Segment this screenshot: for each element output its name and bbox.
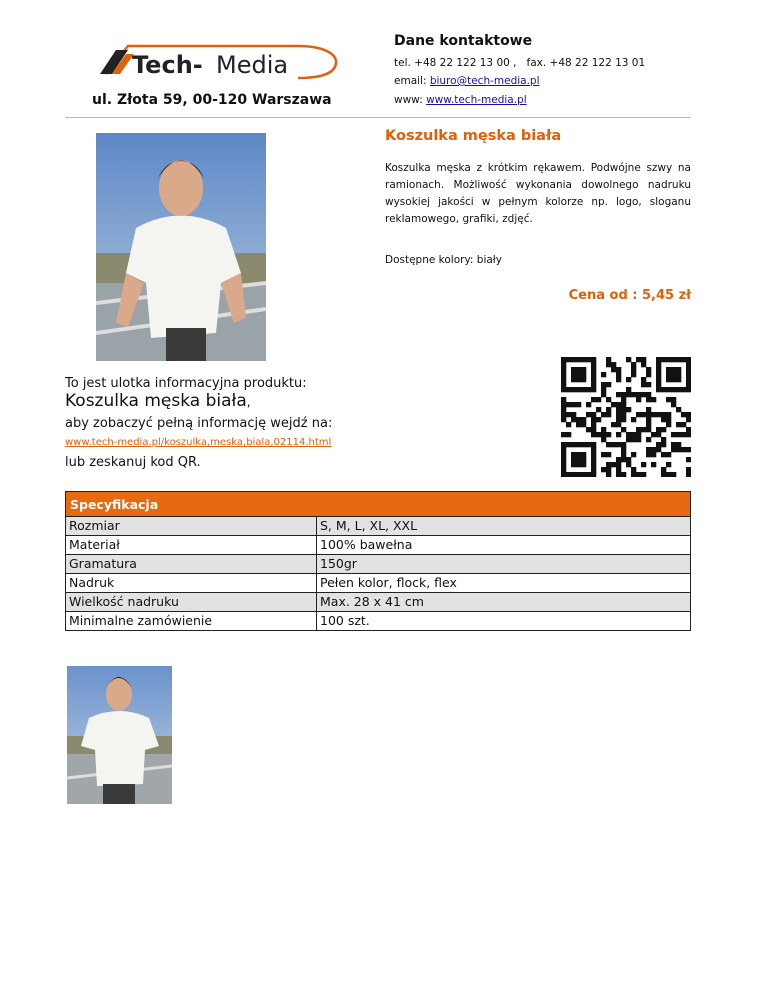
spec-value: 100% bawełna xyxy=(317,536,691,555)
contact-heading: Dane kontaktowe xyxy=(394,33,533,49)
product-photo-thumbnail[interactable] xyxy=(67,666,172,804)
website-link[interactable]: www.tech-media.pl xyxy=(426,94,527,106)
product-photo-main xyxy=(96,133,266,361)
flyer-product-name-text: Koszulka męska biała xyxy=(65,391,247,411)
product-title: Koszulka męska biała xyxy=(385,128,562,144)
table-row xyxy=(66,593,691,612)
table-row xyxy=(66,612,691,631)
flyer-scan-qr: lub zeskanuj kod QR. xyxy=(65,455,201,470)
email-link[interactable]: biuro@tech-media.pl xyxy=(429,75,540,87)
spec-value: 100 szt. xyxy=(317,612,691,631)
phone-number: tel. +48 22 122 13 00 , xyxy=(394,57,517,69)
flyer-see-more: aby zobaczyć pełną informację wejdź na: xyxy=(65,416,333,431)
phone-fax-line xyxy=(394,57,645,69)
product-description: Koszulka męska z krótkim rękawem. Podwójne szwy na ramionach. Możliwość wykonania dowolnego nadruku wysokiej jakości w pełnym kolorze np. logo, sloganu reklamowego, grafiki, zdjęć. xyxy=(385,162,691,225)
table-row xyxy=(66,555,691,574)
table-row xyxy=(66,536,691,555)
spec-key: Minimalne zamówienie xyxy=(66,612,317,631)
spec-key: Gramatura xyxy=(66,555,317,574)
qr-code[interactable] xyxy=(561,357,691,477)
company-logo xyxy=(98,38,338,84)
flyer-intro: To jest ulotka informacyjna produktu: xyxy=(65,376,307,391)
flyer-product-name-comma: , xyxy=(246,395,251,409)
www-label: www: xyxy=(394,94,423,106)
spec-value: Pełen kolor, flock, flex xyxy=(317,574,691,593)
logo-text-bold: Tech- xyxy=(132,51,203,79)
table-row xyxy=(66,517,691,536)
logo-text-light: Media xyxy=(216,51,289,79)
email-label: email: xyxy=(394,75,427,87)
product-page-link[interactable]: www.tech-media.pl/koszulka,meska,biala,02114.html xyxy=(65,437,332,448)
spec-key: Rozmiar xyxy=(66,517,317,536)
company-address: ul. Złota 59, 00-120 Warszawa xyxy=(92,92,332,108)
specification-table xyxy=(65,491,691,631)
spec-value: S, M, L, XL, XXL xyxy=(317,517,691,536)
www-line xyxy=(394,94,527,106)
table-row xyxy=(66,574,691,593)
email-line xyxy=(394,75,540,87)
spec-key: Nadruk xyxy=(66,574,317,593)
available-colors: Dostępne kolory: biały xyxy=(385,254,503,266)
flyer-product-name xyxy=(65,391,251,411)
product-price: Cena od : 5,45 zł xyxy=(568,288,691,303)
spec-value: Max. 28 x 41 cm xyxy=(317,593,691,612)
spec-key: Wielkość nadruku xyxy=(66,593,317,612)
spec-key: Materiał xyxy=(66,536,317,555)
fax-number: fax. +48 22 122 13 01 xyxy=(526,57,646,69)
spec-value: 150gr xyxy=(317,555,691,574)
header-divider xyxy=(65,117,691,118)
specification-heading: Specyfikacja xyxy=(66,492,691,517)
